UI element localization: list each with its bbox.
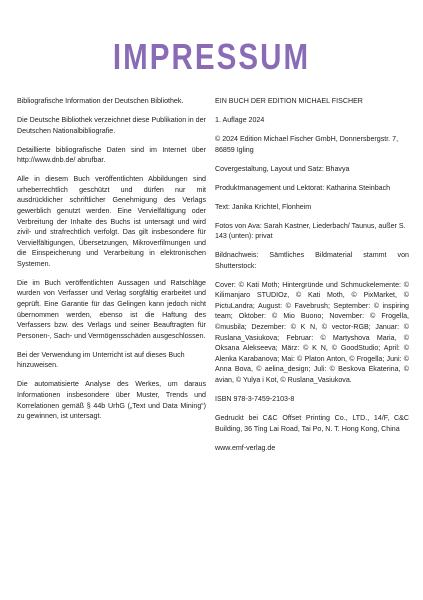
left-column <box>17 96 206 430</box>
text-data-mining-note: Die automatisierte Analyse des Werkes, um daraus Informationen insbesondere über Muster, Trends und Korrelationen gemäß § 44b UrhG („Text und Data Mining“) zu gewinnen, ist untersagt. <box>17 380 206 421</box>
national-library-note: Die Deutsche Bibliothek verzeichnet diese Publikation in der Deutschen Nationalbibliografie. <box>17 115 206 135</box>
isbn: ISBN 978-3-7459-2103-8 <box>215 394 295 403</box>
cover-design-credit: Covergestaltung, Layout und Satz: Bhavya <box>215 164 350 173</box>
printer-info: Gedruckt bei C&C Offset Printing Co., LTD., 14/F, C&C Building, 36 Ting Lai Road, Tai Po, N. T. Hong Kong, China <box>215 413 409 433</box>
text-credit: Text: Janika Krichtel, Flonheim <box>215 202 312 211</box>
bibliographic-note: Bibliografische Information der Deutschen Bibliothek. <box>17 97 184 105</box>
copyright-paragraph: Alle in diesem Buch veröffentlichten Abbildungen sind urheberrechtlich geschützt und dürfen nur mit ausdrücklicher schriftlicher Genehmigung des Verlags gewerblich genutzt werden. Eine Vervielfältigung oder Verbreitung der Inhalte des Buchs ist untersagt und wird zivil- und strafrechtlich verfolgt. Das gilt insbesondere für Vervielfältigungen, Übersetzungen, Mikroverfilmungen und die Einspeicherung und Verarbeitung in elektronischen Systemen. <box>17 175 206 268</box>
editorial-credit: Produktmanagement und Lektorat: Katharina Steinbach <box>215 183 391 192</box>
right-column <box>215 96 409 462</box>
teaching-note: Bei der Verwendung im Unterricht ist auf dieses Buch hinzuweisen. <box>17 350 185 370</box>
dnb-url-note: Detaillierte bibliografische Daten sind im Internet über http://www.dnb.de/ abrufbar. <box>17 145 206 165</box>
edition-heading: EIN BUCH DER EDITION MICHAEL FISCHER <box>215 97 363 105</box>
image-credit-intro: Bildnachweis: Sämtliches Bildmaterial stammt von Shutterstock: <box>215 251 409 270</box>
publisher-copyright: © 2024 Edition Michael Fischer GmbH, Donnersbergstr. 7, 86859 Igling <box>215 134 399 154</box>
publisher-website: www.emf-verlag.de <box>215 443 276 452</box>
edition-number: 1. Auflage 2024 <box>215 115 265 124</box>
page-title: IMPRESSUM <box>112 36 311 77</box>
image-credit-list: Cover: © Kati Moth; Hintergründe und Schmuckelemente: © Kilimanjaro STUDIOz, © Kati Moth, © PixMarket, © PictuLandra; August: © Favebrush; September: © inspiring team; Oktober: © Mio Buono; November: © Frogella, ©musbila; Dezember: © K N, © vector-RGB; Januar: © Ruslana_Vasiukova; Februar: © Martyshova Maria, © Oksana Alekseeva; März: © K N, © GoodStudio; April: © Alenka Karabanova; Mai: © Platon Anton, © Frogella; Juni: © Anna Bova, © aelina_design; Juli: © Beskova Ekaterina, © avian, © Yulya i Kot, © Ruslana_Vasiukova. <box>215 280 409 384</box>
photo-credit: Fotos von Ava: Sarah Kastner, Liederbach/ Taunus, außer S. 143 (unten): privat <box>215 221 406 241</box>
liability-paragraph: Die im Buch veröffentlichten Aussagen und Ratschläge wurden von Verfasser und Verlag sorgfältig erarbeitet und geprüft. Eine Garantie für das Gelingen kann jedoch nicht übernommen werden, ebenso ist die Haftung des Verfassers bzw. des Verlags und seiner Beauftragten für Personen-, Sach- und Vermögensschäden ausgeschlossen. <box>17 278 206 340</box>
